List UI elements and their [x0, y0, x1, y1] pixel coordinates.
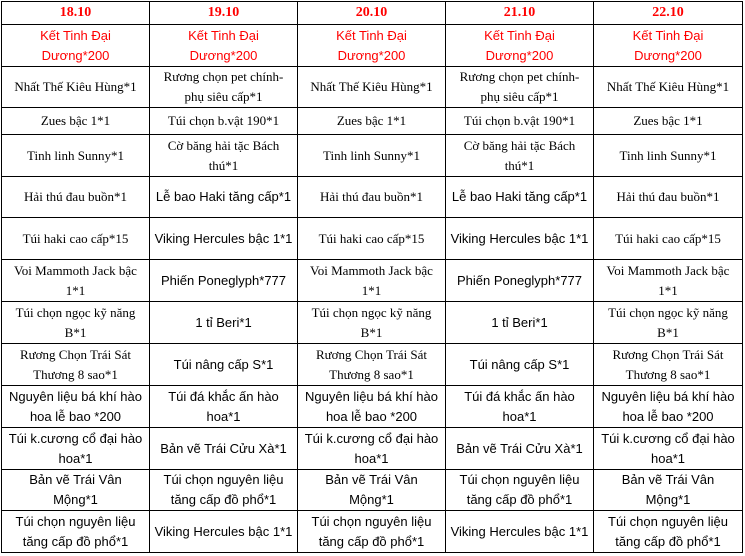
reward-cell: Hải thú đau buồn*1 — [298, 177, 446, 218]
featured-reward-cell: Kết Tinh Đại Dương*200 — [594, 25, 743, 67]
reward-cell: Rương Chọn Trái Sát Thương 8 sao*1 — [2, 344, 150, 386]
date-header-row — [2, 2, 743, 25]
reward-cell: Túi nâng cấp S*1 — [150, 344, 298, 386]
reward-cell: Túi k.cương cổ đại hào hoa*1 — [2, 428, 150, 470]
featured-reward-row — [2, 25, 743, 67]
reward-cell: Tinh linh Sunny*1 — [298, 135, 446, 177]
reward-row — [2, 135, 743, 177]
reward-cell: Zues bậc 1*1 — [2, 108, 150, 135]
reward-cell: Hải thú đau buồn*1 — [594, 177, 743, 218]
reward-cell: Túi nâng cấp S*1 — [446, 344, 594, 386]
reward-cell: Túi đá khắc ấn hào hoa*1 — [446, 386, 594, 428]
reward-cell: Viking Hercules bậc 1*1 — [446, 218, 594, 260]
featured-reward-cell: Kết Tinh Đại Dương*200 — [2, 25, 150, 67]
reward-cell: Nguyên liệu bá khí hào hoa lễ bao *200 — [2, 386, 150, 428]
reward-row — [2, 218, 743, 260]
reward-cell: Voi Mammoth Jack bậc 1*1 — [2, 260, 150, 302]
reward-cell: Tinh linh Sunny*1 — [2, 135, 150, 177]
reward-cell: Bản vẽ Trái Vân Mộng*1 — [2, 470, 150, 511]
date-header: 22.10 — [594, 2, 743, 25]
reward-cell: Phiến Poneglyph*777 — [446, 260, 594, 302]
reward-cell: Túi chọn nguyên liệu tăng cấp đồ phổ*1 — [298, 511, 446, 553]
reward-cell: Nguyên liệu bá khí hào hoa lễ bao *200 — [594, 386, 743, 428]
reward-row — [2, 428, 743, 470]
reward-cell: Nhất Thế Kiêu Hùng*1 — [594, 67, 743, 108]
reward-cell: Rương chọn pet chính-phụ siêu cấp*1 — [446, 67, 594, 108]
date-header: 20.10 — [298, 2, 446, 25]
reward-cell: Túi haki cao cấp*15 — [594, 218, 743, 260]
reward-row — [2, 511, 743, 553]
reward-cell: Túi chọn nguyên liệu tăng cấp đồ phổ*1 — [2, 511, 150, 553]
reward-cell: 1 tỉ Beri*1 — [150, 302, 298, 344]
reward-cell: Lễ bao Haki tăng cấp*1 — [446, 177, 594, 218]
reward-cell: Túi k.cương cổ đại hào hoa*1 — [298, 428, 446, 470]
reward-cell: Túi chọn ngọc kỹ năng B*1 — [298, 302, 446, 344]
reward-cell: Bản vẽ Trái Vân Mộng*1 — [594, 470, 743, 511]
reward-cell: Túi chọn nguyên liệu tăng cấp đồ phổ*1 — [594, 511, 743, 553]
reward-cell: Túi chọn nguyên liệu tăng cấp đồ phổ*1 — [446, 470, 594, 511]
reward-row — [2, 386, 743, 428]
reward-cell: Bản vẽ Trái Vân Mộng*1 — [298, 470, 446, 511]
date-header: 18.10 — [2, 2, 150, 25]
reward-cell: Lễ bao Haki tăng cấp*1 — [150, 177, 298, 218]
reward-cell: Zues bậc 1*1 — [298, 108, 446, 135]
reward-cell: Phiến Poneglyph*777 — [150, 260, 298, 302]
reward-cell: Bản vẽ Trái Cửu Xà*1 — [150, 428, 298, 470]
reward-cell: Túi k.cương cổ đại hào hoa*1 — [594, 428, 743, 470]
reward-cell: Túi chọn ngọc kỹ năng B*1 — [594, 302, 743, 344]
featured-reward-cell: Kết Tinh Đại Dương*200 — [150, 25, 298, 67]
reward-cell: Voi Mammoth Jack bậc 1*1 — [594, 260, 743, 302]
reward-cell: 1 tỉ Beri*1 — [446, 302, 594, 344]
reward-schedule-table — [1, 1, 743, 553]
reward-cell: Túi haki cao cấp*15 — [298, 218, 446, 260]
reward-cell: Viking Hercules bậc 1*1 — [150, 511, 298, 553]
reward-row — [2, 302, 743, 344]
reward-row — [2, 108, 743, 135]
reward-cell: Tinh linh Sunny*1 — [594, 135, 743, 177]
reward-cell: Viking Hercules bậc 1*1 — [150, 218, 298, 260]
reward-cell: Túi đá khắc ấn hào hoa*1 — [150, 386, 298, 428]
featured-reward-cell: Kết Tinh Đại Dương*200 — [298, 25, 446, 67]
reward-cell: Rương chọn pet chính-phụ siêu cấp*1 — [150, 67, 298, 108]
featured-reward-cell: Kết Tinh Đại Dương*200 — [446, 25, 594, 67]
reward-cell: Túi chọn b.vật 190*1 — [150, 108, 298, 135]
reward-cell: Hải thú đau buồn*1 — [2, 177, 150, 218]
reward-cell: Cờ băng hải tặc Bách thú*1 — [446, 135, 594, 177]
reward-cell: Nhất Thế Kiêu Hùng*1 — [298, 67, 446, 108]
reward-row — [2, 260, 743, 302]
reward-cell: Voi Mammoth Jack bậc 1*1 — [298, 260, 446, 302]
reward-row — [2, 344, 743, 386]
date-header: 19.10 — [150, 2, 298, 25]
reward-row — [2, 177, 743, 218]
reward-cell: Nhất Thế Kiêu Hùng*1 — [2, 67, 150, 108]
reward-cell: Túi chọn nguyên liệu tăng cấp đồ phổ*1 — [150, 470, 298, 511]
reward-cell: Cờ băng hải tặc Bách thú*1 — [150, 135, 298, 177]
reward-row — [2, 67, 743, 108]
reward-cell: Nguyên liệu bá khí hào hoa lễ bao *200 — [298, 386, 446, 428]
date-header: 21.10 — [446, 2, 594, 25]
reward-cell: Rương Chọn Trái Sát Thương 8 sao*1 — [298, 344, 446, 386]
reward-cell: Rương Chọn Trái Sát Thương 8 sao*1 — [594, 344, 743, 386]
reward-row — [2, 470, 743, 511]
reward-cell: Bản vẽ Trái Cửu Xà*1 — [446, 428, 594, 470]
reward-cell: Túi haki cao cấp*15 — [2, 218, 150, 260]
reward-cell: Túi chọn b.vật 190*1 — [446, 108, 594, 135]
reward-cell: Túi chọn ngọc kỹ năng B*1 — [2, 302, 150, 344]
reward-cell: Zues bậc 1*1 — [594, 108, 743, 135]
reward-cell: Viking Hercules bậc 1*1 — [446, 511, 594, 553]
